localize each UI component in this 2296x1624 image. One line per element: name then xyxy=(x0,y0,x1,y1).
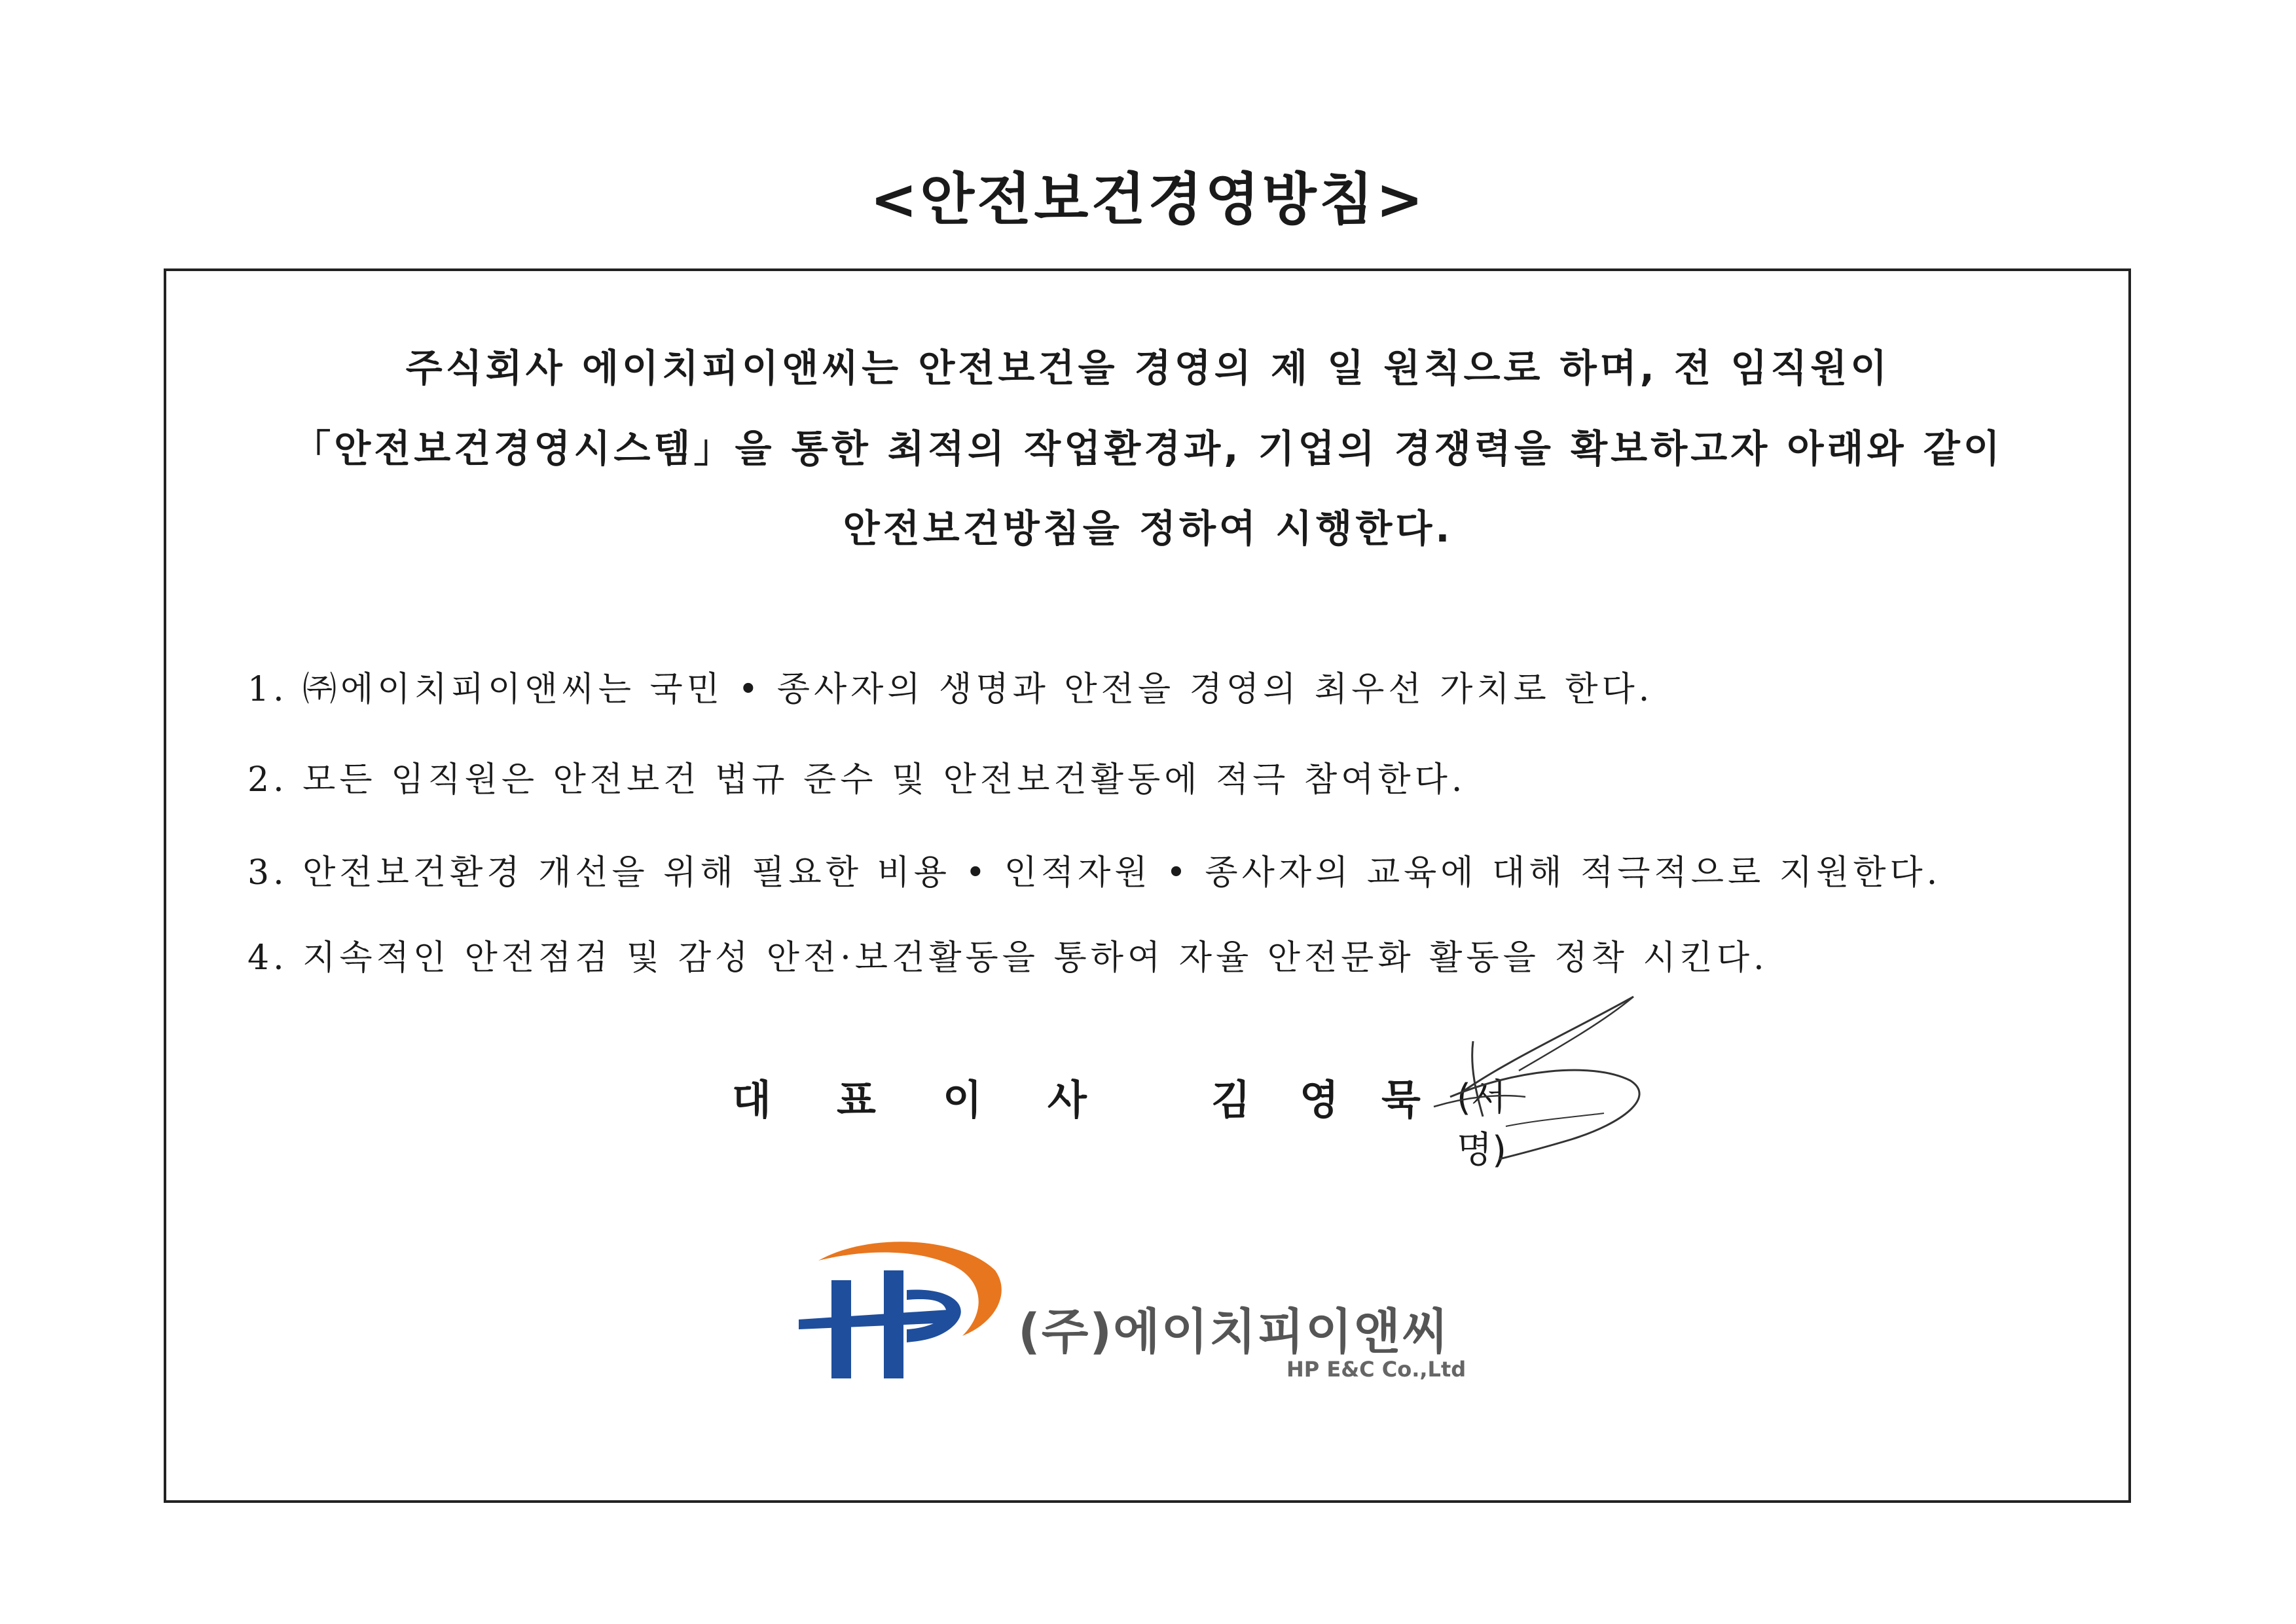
intro-line-3: 안전보건방침을 정하여 시행한다. xyxy=(843,506,1453,551)
page-title: <안전보건경영방침> xyxy=(870,167,1426,232)
company-logo-icon xyxy=(799,1231,1015,1382)
rep-title-char: 사 xyxy=(1048,1076,1087,1124)
intro-line-1: 주식회사 에이치피이앤씨는 안전보건을 경영의 제 일 원칙으로 하며, 전 임직원이 xyxy=(405,346,1891,390)
policy-item-1: 1. ㈜에이치피이앤씨는 국민 • 종사자의 생명과 안전을 경영의 최우선 가치로 한다. xyxy=(247,670,1654,709)
rep-title-char: 대 xyxy=(732,1076,771,1124)
rep-name-char: 영 xyxy=(1300,1076,1339,1124)
rep-title-char: 표 xyxy=(837,1076,876,1124)
sign-label: (서명) xyxy=(1457,1077,1506,1172)
rep-name-char: 김 xyxy=(1211,1076,1250,1124)
intro-line-2: 「안전보건경영시스템」을 통한 최적의 작업환경과, 기업의 경쟁력을 확보하고자 아래와 같이 xyxy=(293,426,2003,471)
company-name-korean: (주)에이치피이앤씨 xyxy=(1018,1304,1450,1360)
rep-name-char: 묵 xyxy=(1381,1076,1421,1124)
policy-item-3: 3. 안전보건환경 개선을 위해 필요한 비용 • 인적자원 • 종사자의 교육에 대해 적극적으로 지원한다. xyxy=(247,853,1942,893)
rep-title-char: 이 xyxy=(943,1076,982,1124)
policy-item-2: 2. 모든 임직원은 안전보건 법규 준수 및 안전보건활동에 적극 참여한다. xyxy=(247,760,1467,800)
company-name-english: HP E&C Co.,Ltd xyxy=(1286,1357,1467,1382)
policy-item-4: 4. 지속적인 안전점검 및 감성 안전·보건활동을 통하여 자율 안전문화 활동을 정착 시킨다. xyxy=(247,938,1768,978)
handwritten-signature xyxy=(1408,982,1702,1166)
